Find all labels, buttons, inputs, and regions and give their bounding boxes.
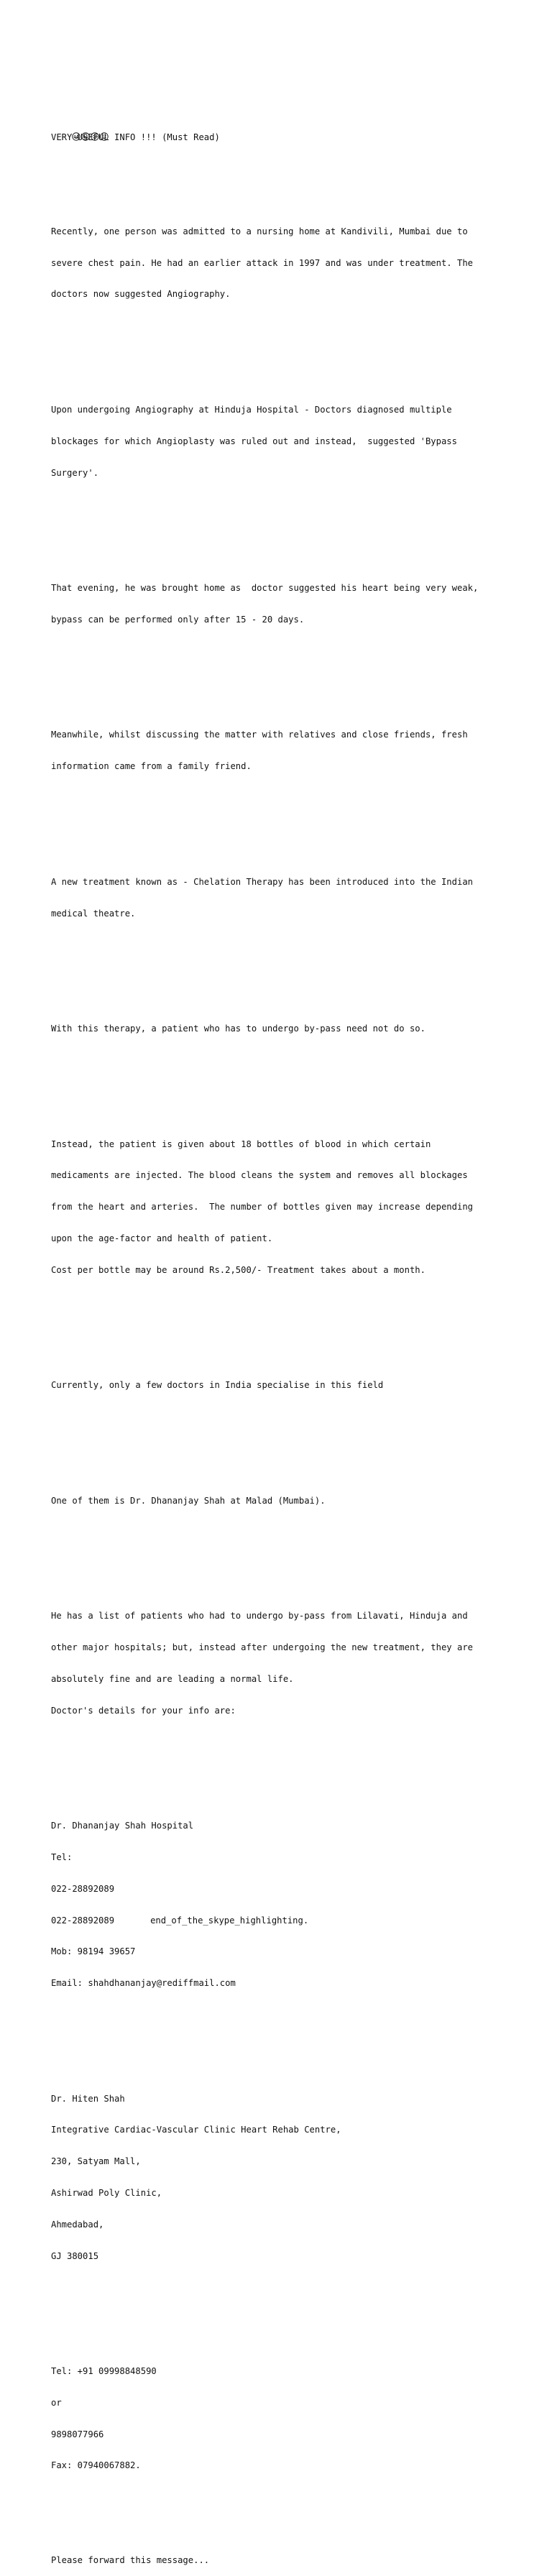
skype-marker: end_of_the_skype_highlighting. bbox=[150, 1915, 309, 1926]
text-line: Instead, the patient is given about 18 bottles of blood in which certain bbox=[51, 1138, 431, 1149]
paragraph-specialists bbox=[51, 1359, 540, 1412]
text-line: information came from a family friend. bbox=[51, 761, 252, 772]
doctor2-address: Ashirwad Poly Clinic, bbox=[51, 2187, 162, 2198]
text-line: absolutely fine and are leading a normal life. bbox=[51, 1673, 294, 1684]
text-line: medical theatre. bbox=[51, 908, 136, 919]
emoji-row bbox=[51, 101, 540, 111]
text-line: One of them is Dr. Dhananjay Shah at Malad (Mumbai). bbox=[51, 1495, 326, 1506]
text-line: blockages for which Angioplasty was ruled out and instead, suggested 'Bypass bbox=[51, 436, 457, 446]
paragraph-angiography bbox=[51, 384, 540, 500]
text-line: upon the age-factor and health of patient. bbox=[51, 1233, 273, 1243]
doctor2-clinic: Integrative Cardiac-Vascular Clinic Heart Rehab Centre, bbox=[51, 2125, 341, 2135]
text-line: Currently, only a few doctors in India specialise in this field bbox=[51, 1380, 384, 1391]
paragraph-therapy bbox=[51, 1003, 540, 1055]
paragraph-evening bbox=[51, 562, 540, 646]
doctor2-contact bbox=[51, 2072, 540, 2282]
text-line: He has a list of patients who had to undergo by-pass from Lilavati, Hinduja and bbox=[51, 1611, 468, 1622]
message-body bbox=[51, 69, 540, 2576]
text-line: bypass can be performed only after 15 - 20 days. bbox=[51, 614, 305, 625]
paragraph-admission bbox=[51, 206, 540, 321]
text-line: That evening, he was brought home as doctor suggested his heart being very weak, bbox=[51, 583, 479, 594]
text-line: Recently, one person was admitted to a nursing home at Kandivili, Mumbai due to bbox=[51, 226, 468, 236]
doctor2-pin: GJ 380015 bbox=[51, 2250, 99, 2261]
doctor1-phone[interactable]: 022-28892089 bbox=[51, 1915, 115, 1926]
text-line: from the heart and arteries. The number of bottles given may increase depending bbox=[51, 1202, 473, 1213]
paragraph-meanwhile bbox=[51, 709, 540, 793]
text-line: Doctor's details for your info are: bbox=[51, 1705, 236, 1716]
doctor2-or: or bbox=[51, 2397, 62, 2408]
grinning-face-icon bbox=[81, 111, 90, 119]
text-line: doctors now suggested Angiography. bbox=[51, 289, 231, 300]
text-line: Surgery'. bbox=[51, 467, 99, 478]
doctor2-tel: Tel: +91 09998848590 bbox=[51, 2366, 157, 2377]
doctor1-contact bbox=[51, 1800, 540, 2010]
paragraph-patients bbox=[51, 1590, 540, 1736]
doctor2-phones bbox=[51, 2345, 540, 2492]
grinning-face-icon bbox=[72, 111, 80, 119]
paragraph-chelation bbox=[51, 856, 540, 940]
text-line: Upon undergoing Angiography at Hinduja Hospital - Doctors diagnosed multiple bbox=[51, 405, 452, 415]
closing-line: Please forward this message... bbox=[51, 2554, 210, 2565]
text-line: Cost per bottle may be around Rs.2,500/- Treatment takes about a month. bbox=[51, 1264, 426, 1275]
doctor2-address: 230, Satyam Mall, bbox=[51, 2156, 141, 2167]
paragraph-doctor-intro bbox=[51, 1475, 540, 1527]
doctor2-name: Dr. Hiten Shah bbox=[51, 2093, 125, 2104]
text-line: Meanwhile, whilst discussing the matter with relatives and close friends, fresh bbox=[51, 730, 468, 740]
text-line: other major hospitals; but, instead after undergoing the new treatment, they are bbox=[51, 1642, 473, 1653]
doctor1-email[interactable]: Email: shahdhananjay@rediffmail.com bbox=[51, 1978, 236, 1989]
smiling-face-icon bbox=[91, 111, 99, 119]
text-line: A new treatment known as - Chelation Therapy has been introduced into the Indian bbox=[51, 876, 473, 887]
doctor1-tel-label: Tel: bbox=[51, 1852, 73, 1862]
text-line: With this therapy, a patient who has to undergo by-pass need not do so. bbox=[51, 1024, 426, 1034]
doctor1-name: Dr. Dhananjay Shah Hospital bbox=[51, 1821, 194, 1831]
paragraph-treatment bbox=[51, 1118, 540, 1296]
doctor1-phone[interactable]: 022-28892089 bbox=[51, 1883, 115, 1894]
doctor2-alt-phone[interactable]: 9898077966 bbox=[51, 2429, 104, 2439]
message-title: VERY USEFUL INFO !!! (Must Read) bbox=[51, 132, 220, 142]
doctor2-city: Ahmedabad, bbox=[51, 2219, 104, 2230]
text-line: severe chest pain. He had an earlier attack in 1997 and was under treatment. The bbox=[51, 257, 473, 268]
doctor1-mobile: Mob: 98194 39657 bbox=[51, 1946, 136, 1957]
doctor2-fax: Fax: 07940067882. bbox=[51, 2460, 141, 2471]
smiling-face-icon bbox=[100, 111, 109, 119]
text-line: medicaments are injected. The blood cleans the system and removes all blockages bbox=[51, 1170, 468, 1181]
